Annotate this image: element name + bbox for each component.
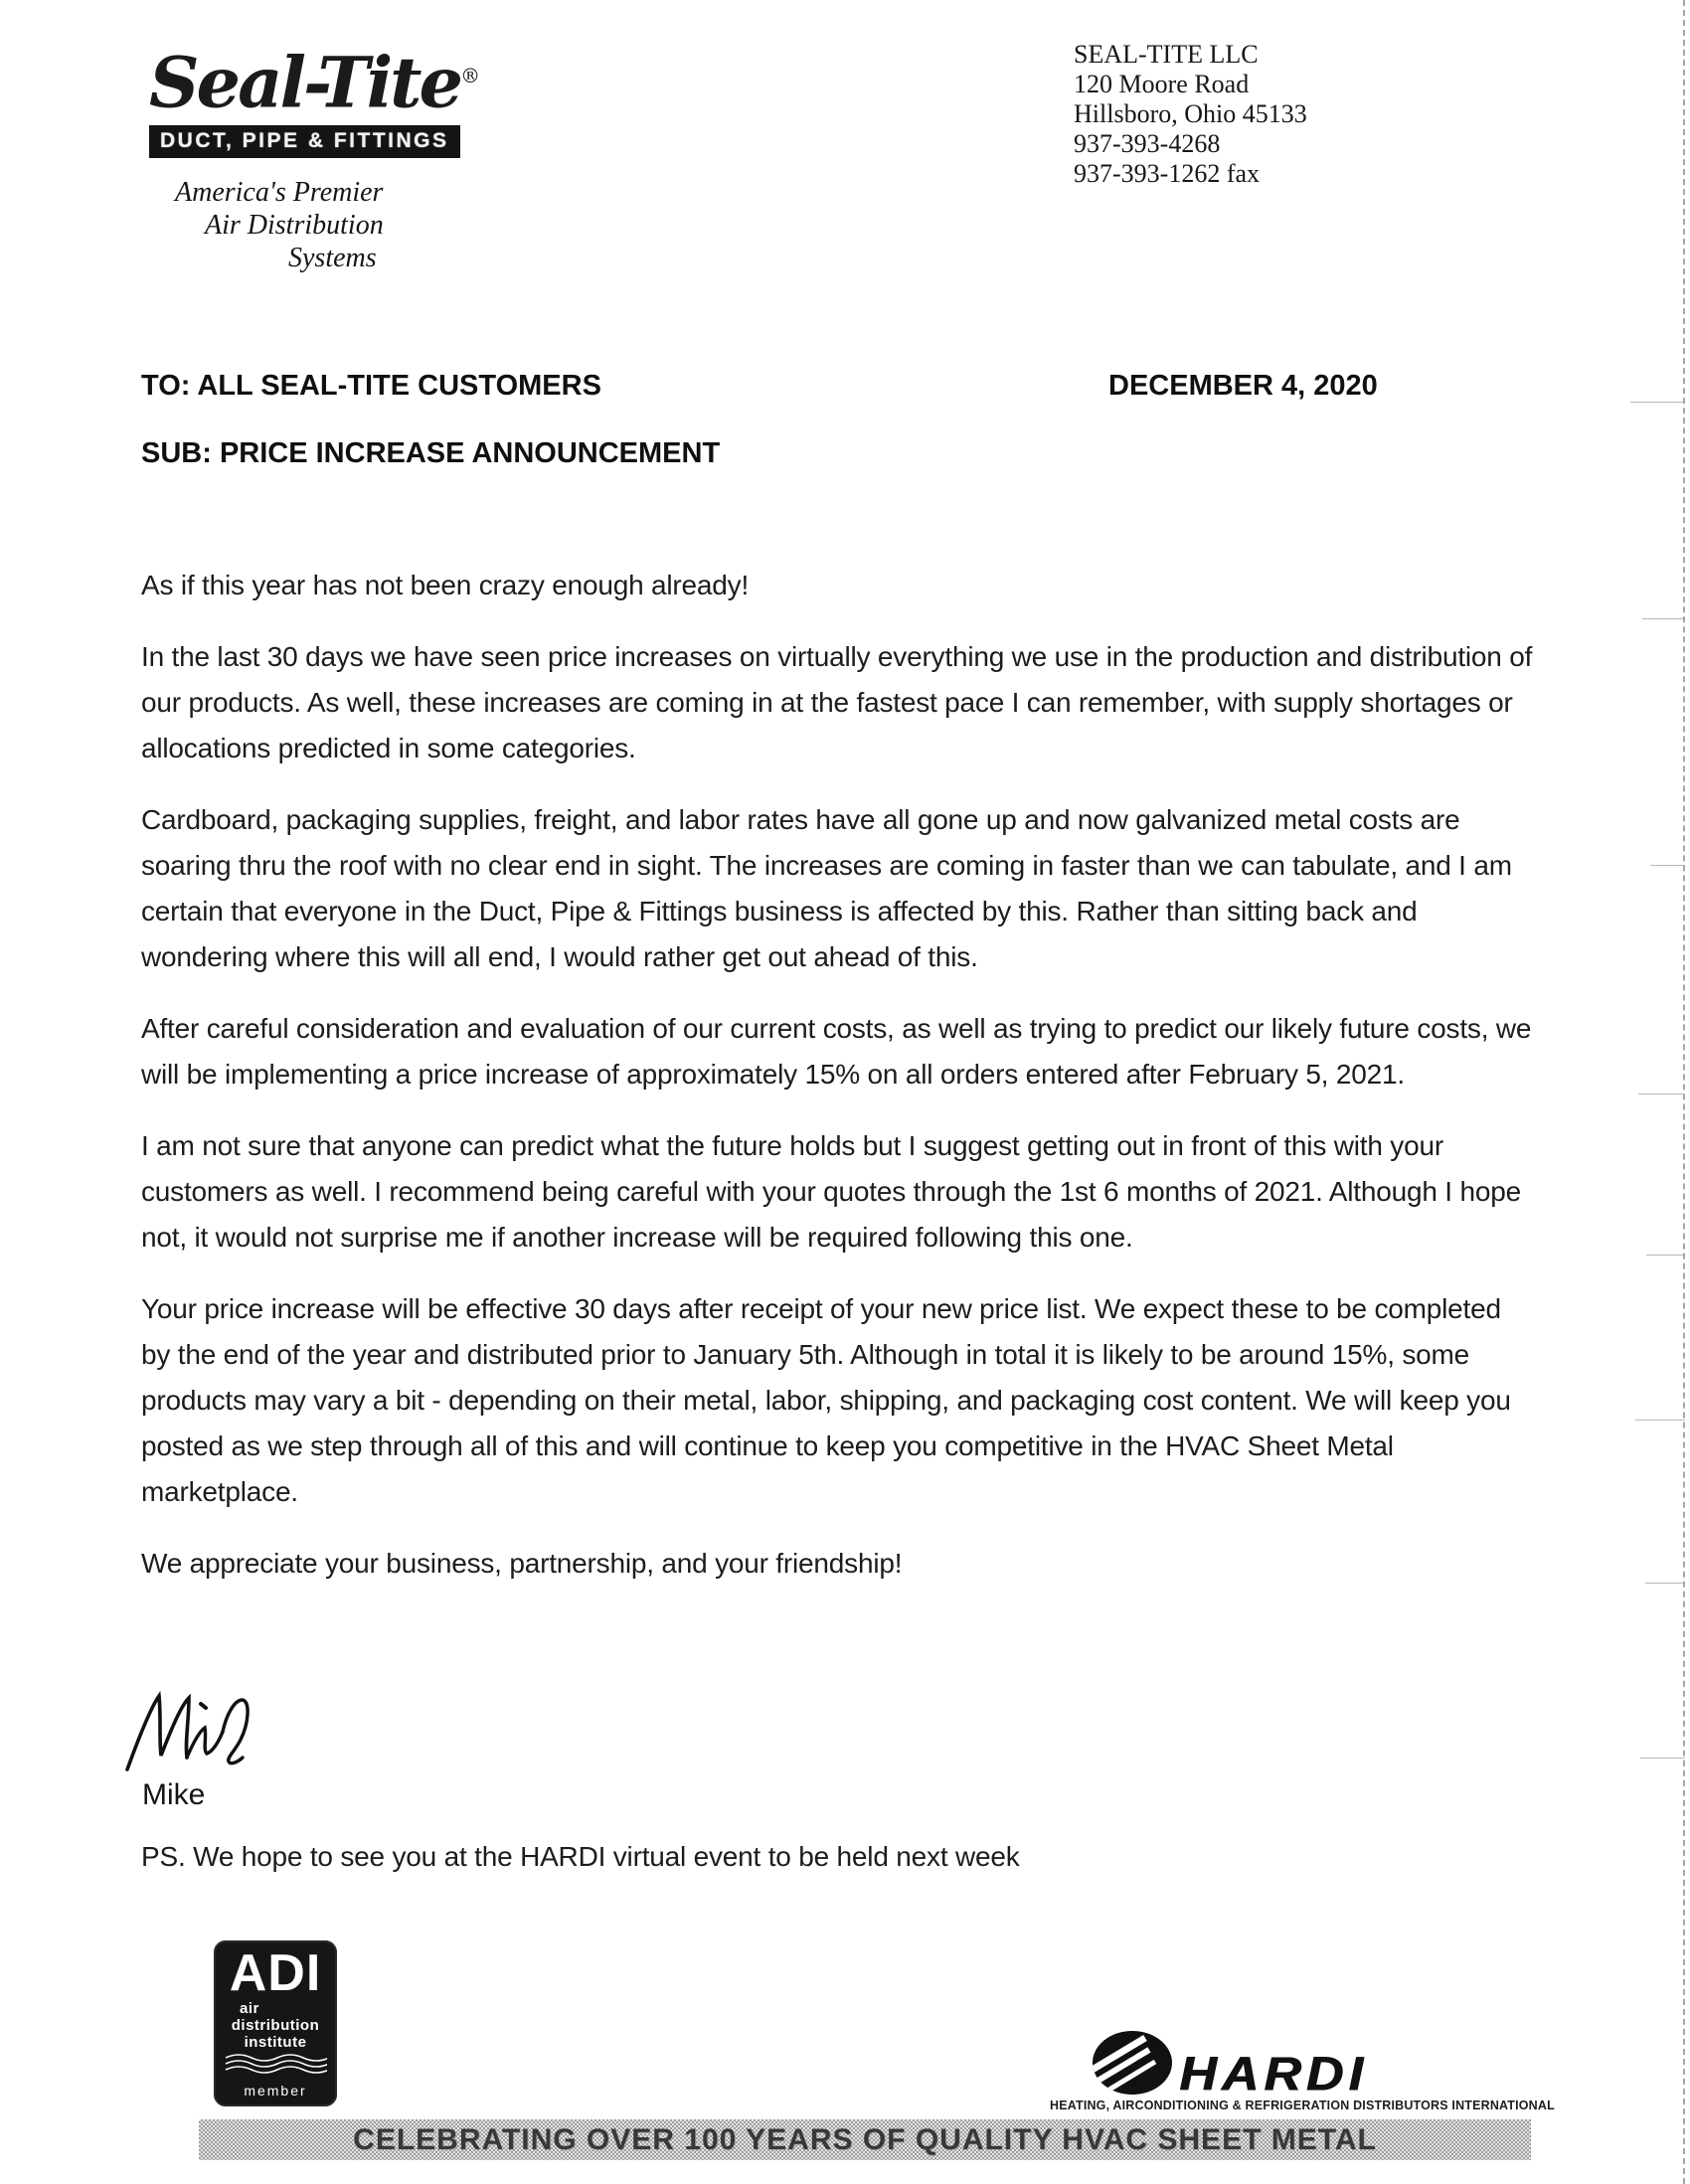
scan-tick-artifact <box>1640 1758 1685 1759</box>
registered-trademark-icon: ® <box>460 64 481 87</box>
body-paragraph: As if this year has not been crazy enough already! <box>141 570 750 600</box>
adi-word-distribution: distribution <box>231 2017 320 2034</box>
body-paragraph: In the last 30 days we have seen price increases on virtually everything we use in the production and distribution of our products. As well, these increases are coming in at the fastest pace I can remember, with supply shortages or allocations predicted in some categories. <box>141 641 1533 763</box>
adi-acronym: ADI <box>229 1944 322 2002</box>
brand-banner: DUCT, PIPE & FITTINGS <box>149 125 460 158</box>
letter-date: DECEMBER 4, 2020 <box>1108 370 1378 402</box>
adi-member-label: member <box>244 2083 307 2099</box>
footer-banner <box>199 2119 1531 2160</box>
body-paragraph: After careful consideration and evaluation of our current costs, as well as trying to predict our likely future costs, we will be implementing a price increase of approximately 15% on all orders entered after February 5, 2021. <box>141 1013 1532 1090</box>
hardi-logo <box>1092 2030 1368 2100</box>
scan-tick-artifact <box>1630 402 1685 403</box>
body-paragraph: Cardboard, packaging supplies, freight, and labor rates have all gone up and now galvanized metal costs are soaring thru the roof with no clear end in sight. The increases are coming in faster than we can tabulate, and I am certain that everyone in the Duct, Pipe & Fittings business is affected by this. Rather than sitting back and wondering where this will all end, I would rather get out ahead of this. <box>141 804 1512 972</box>
footer-banner-text: CELEBRATING OVER 100 YEARS OF QUALITY HVAC SHEET METAL <box>353 2123 1377 2156</box>
company-name: SEAL-TITE LLC <box>1074 40 1259 69</box>
subject-line: SUB: PRICE INCREASE ANNOUNCEMENT <box>141 437 721 469</box>
scan-tick-artifact <box>1645 1583 1685 1584</box>
scan-edge-artifact <box>1683 0 1685 2184</box>
tagline-line: Air Distribution <box>205 210 384 242</box>
scan-tick-artifact <box>1635 1420 1685 1421</box>
company-address-block <box>1074 40 1307 189</box>
scan-tick-artifact <box>1638 1093 1684 1094</box>
brand-tagline <box>149 176 480 274</box>
hardi-tagline: HEATING, AIRCONDITIONING & REFRIGERATION DISTRIBUTORS INTERNATIONAL <box>1050 2098 1555 2112</box>
adi-word-institute: institute <box>244 2034 307 2051</box>
tagline-line: America's Premier <box>175 177 384 209</box>
scan-tick-artifact <box>1642 618 1684 619</box>
company-city: Hillsboro, Ohio 45133 <box>1074 99 1307 128</box>
tagline-line: Systems <box>288 243 377 274</box>
body-paragraph: I am not sure that anyone can predict what the future holds but I suggest getting out in front of this with your customers as well. I recommend being careful with your quotes through the 1st 6 months of 2021. Although I hope not, it would not surprise me if another increase will be required following this one. <box>141 1130 1521 1253</box>
to-line: TO: ALL SEAL-TITE CUSTOMERS <box>141 370 601 402</box>
letter-body <box>141 563 1533 1612</box>
adi-waves-icon <box>214 2054 337 2079</box>
body-paragraph: We appreciate your business, partnership, and your friendship! <box>141 1548 903 1579</box>
company-fax: 937-393-1262 fax <box>1074 159 1261 188</box>
adi-member-logo <box>214 1940 337 2106</box>
scan-tick-artifact <box>1646 1255 1684 1256</box>
hardi-wordmark: HARDI <box>1179 2048 1368 2101</box>
ps-line: PS. We hope to see you at the HARDI virtual event to be held next week <box>141 1841 1020 1872</box>
signature-name: Mike <box>142 1778 206 1811</box>
scan-tick-artifact <box>1650 865 1684 866</box>
hardi-globe-icon <box>1092 2030 1173 2100</box>
company-phone: 937-393-4268 <box>1074 129 1221 158</box>
seal-tite-logo <box>149 34 480 274</box>
adi-word-air: air <box>240 2000 259 2017</box>
to-row <box>141 370 1533 403</box>
signature-scribble <box>123 1682 262 1786</box>
brand-wordmark: Seal-Tite® <box>149 41 481 124</box>
company-street: 120 Moore Road <box>1074 70 1250 98</box>
body-paragraph: Your price increase will be effective 30 days after receipt of your new price list. We expect these to be completed by the end of the year and distributed prior to January 5th. Although in total it is likely to be around 15%, some products may vary a bit - depending on their metal, labor, shipping, and packaging cost content. We will keep you posted as we step through all of this and will continue to keep you competitive in the HVAC Sheet Metal marketplace. <box>141 1293 1511 1507</box>
